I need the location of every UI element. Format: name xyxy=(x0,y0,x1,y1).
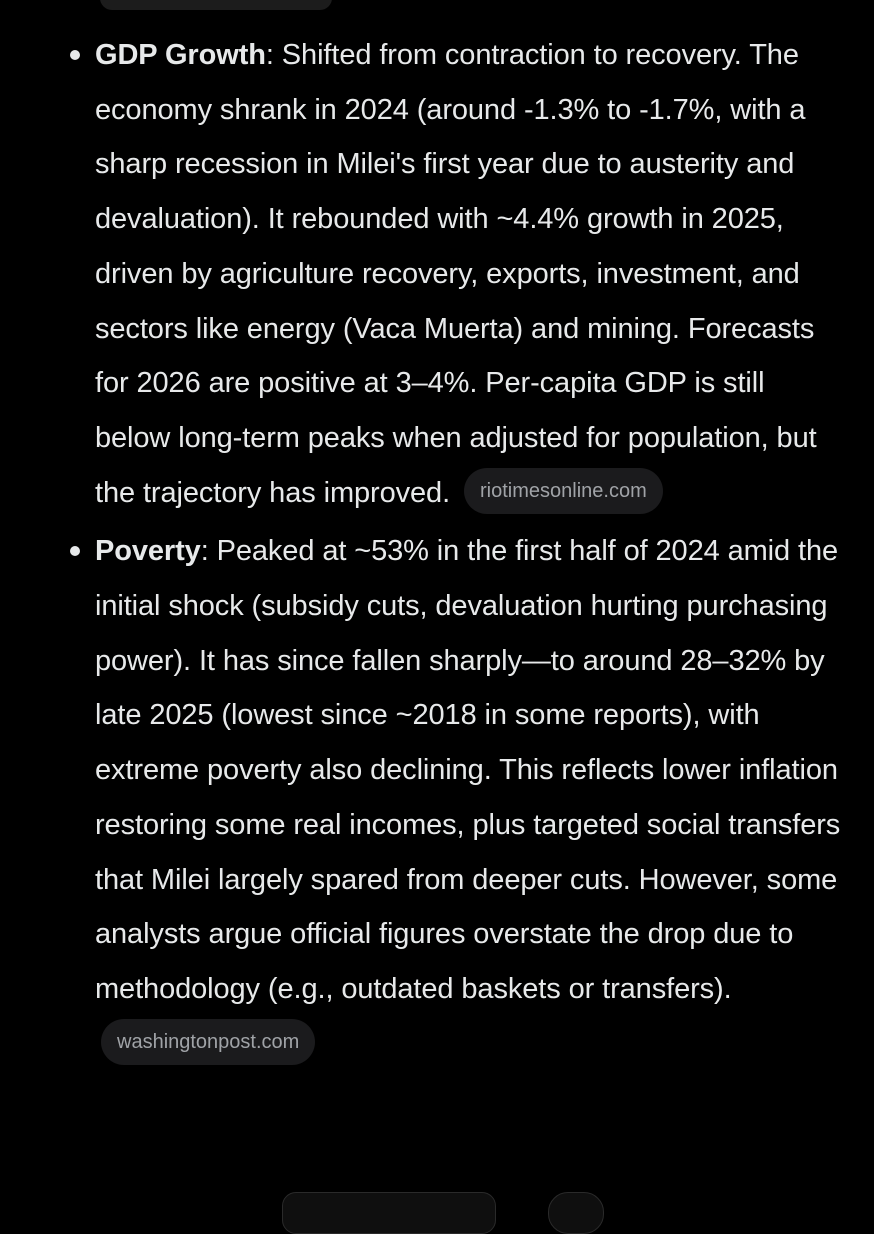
bullet-separator: : xyxy=(265,39,282,71)
previous-content-fragment xyxy=(100,0,332,10)
bullet-title: GDP Growth xyxy=(95,39,266,71)
next-content-fragment xyxy=(282,1192,496,1234)
bullet-dot xyxy=(70,50,80,60)
next-content-fragment xyxy=(548,1192,604,1234)
bullet-separator: : xyxy=(200,535,217,568)
list-item-gdp-growth xyxy=(0,28,874,520)
source-chip-riotimesonline[interactable]: riotimesonline.com xyxy=(464,468,663,514)
bullet-list xyxy=(0,28,874,1075)
bullet-dot xyxy=(70,546,80,556)
bullet-title: Poverty xyxy=(95,535,201,568)
source-chip-washingtonpost[interactable]: washingtonpost.com xyxy=(101,1019,315,1065)
bullet-text: Peaked at ~53% in the first half of 2024 amid the initial shock (subsidy cuts, devaluation hurting purchasing power). It has since fallen sharply—to around 28–32% by late 2025 (lowest since ~2018 in some reports), with extreme poverty also declining. This reflects lower inflation restoring some real incomes, plus targeted social transfers that Milei largely spared from deeper cuts. However, some analysts argue official figures overstate the drop due to methodology (e.g., outdated baskets or transfers). xyxy=(95,535,841,1005)
list-item-poverty xyxy=(0,524,874,1071)
bullet-text: Shifted from contraction to recovery. The economy shrank in 2024 (around -1.3% to -1.7%, with a sharp recession in Milei's first year due to austerity and devaluation). It rebounded with ~4.4% growth in 2025, driven by agriculture recovery, exports, investment, and sectors like energy (Vaca Muerta) and mining. Forecasts for 2026 are positive at 3–4%. Per-capita GDP is still below long-term peaks when adjusted for population, but the trajectory has improved. xyxy=(95,39,817,509)
